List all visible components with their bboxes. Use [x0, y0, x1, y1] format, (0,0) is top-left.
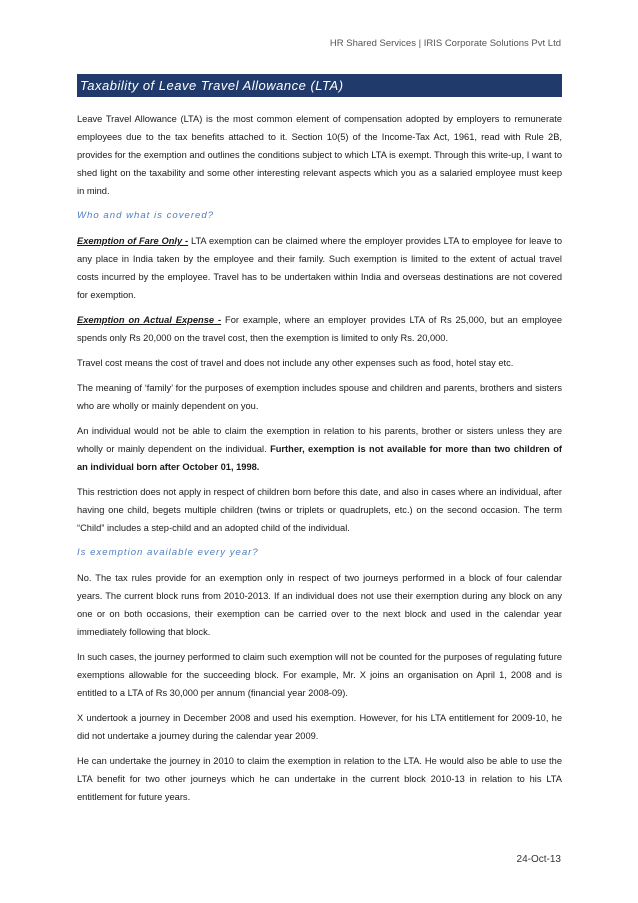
parents-paragraph: [77, 422, 562, 476]
family-meaning-paragraph: The meaning of ‘family’ for the purposes of exemption includes spouse and children and parents, brothers and sisters who are wholly or mainly dependent on you.: [77, 383, 562, 411]
document-header: HR Shared Services | IRIS Corporate Solutions Pvt Ltd: [329, 38, 561, 49]
mr-x-paragraph: X undertook a journey in December 2008 and used his exemption. However, for his LTA entitlement for 2009-10, he did not undertake a journey during the calendar year 2009.: [77, 713, 562, 741]
section-heading-covered: Who and what is covered?: [77, 210, 215, 221]
footer-date: 24-Oct-13: [516, 854, 561, 865]
actual-expense-lead: Exemption on Actual Expense -: [77, 315, 222, 325]
parents-text: An individual would not be able to claim the exemption in relation to his parents, brother or sisters unless they are wholly or mainly dependent on the individual.: [77, 426, 562, 454]
travel-cost-paragraph: Travel cost means the cost of travel and does not include any other expenses such as food, hotel stay etc.: [77, 358, 514, 368]
intro-paragraph: Leave Travel Allowance (LTA) is the most common element of compensation adopted by employers to remunerate employees due to the tax benefits attached to it. Section 10(5) of the Income-Tax Act, 1961, read with Rule 2B, provides for the exemption and outlines the conditions subject to which LTA is exempt. Through this write-up, I want to shed light on the taxability and some other interesting relevant aspects which you as a salaried employee must keep in mind.: [77, 114, 562, 196]
document-body: [77, 110, 562, 813]
fare-text: LTA exemption can be claimed where the employer provides LTA to employee for leave to any place in India taken by the employee and their family. Such exemption is limited to the extent of actual travel costs incurred by the employee. Travel has to be undertaken within India and overseas destinations are not covered for exemption.: [77, 236, 562, 300]
final-paragraph: He can undertake the journey in 2010 to claim the exemption in relation to the LTA. He would also be able to use the LTA benefit for two other journeys which he can undertake in the current block 2010-13 in relation to his LTA entitlement for future years.: [77, 756, 562, 802]
actual-expense-text: For example, where an employer provides LTA of Rs 25,000, but an employee spends only Rs 20,000 on the travel cost, then the exemption is limited to only Rs. 20,000.: [77, 315, 563, 343]
rules-paragraph: No. The tax rules provide for an exemption only in respect of two journeys performed in a block of four calendar years. The current block runs from 2010-2013. If an individual does not use their exemption during any block on any one or on both occasions, their exemption can be carried over to the next block and used in the calendar year immediately following that block.: [77, 573, 562, 637]
fare-paragraph: [77, 232, 562, 304]
document-title: Taxability of Leave Travel Allowance (LTA): [77, 74, 562, 97]
fare-lead: Exemption of Fare Only -: [77, 236, 189, 246]
section-heading-every-year: Is exemption available every year?: [77, 547, 259, 558]
parents-bold-text: Further, exemption is not available for more than two children of an individual born after October 01, 1998.: [77, 444, 562, 472]
such-cases-paragraph: In such cases, the journey performed to claim such exemption will not be counted for the purposes of regulating future exemptions allowable for the succeeding block. For example, Mr. X joins an organisation on April 1, 2008 and is entitled to a LTA of Rs 30,000 per annum (financial year 2008-09).: [77, 652, 562, 698]
actual-expense-paragraph: [77, 311, 562, 347]
restriction-paragraph: This restriction does not apply in respect of children born before this date, and also in cases where an individual, after having one child, begets multiple children (twins or triplets or quadruplets, etc.) on the second occasion. The term “Child” includes a step-child and an adopted child of the individual.: [77, 487, 562, 533]
